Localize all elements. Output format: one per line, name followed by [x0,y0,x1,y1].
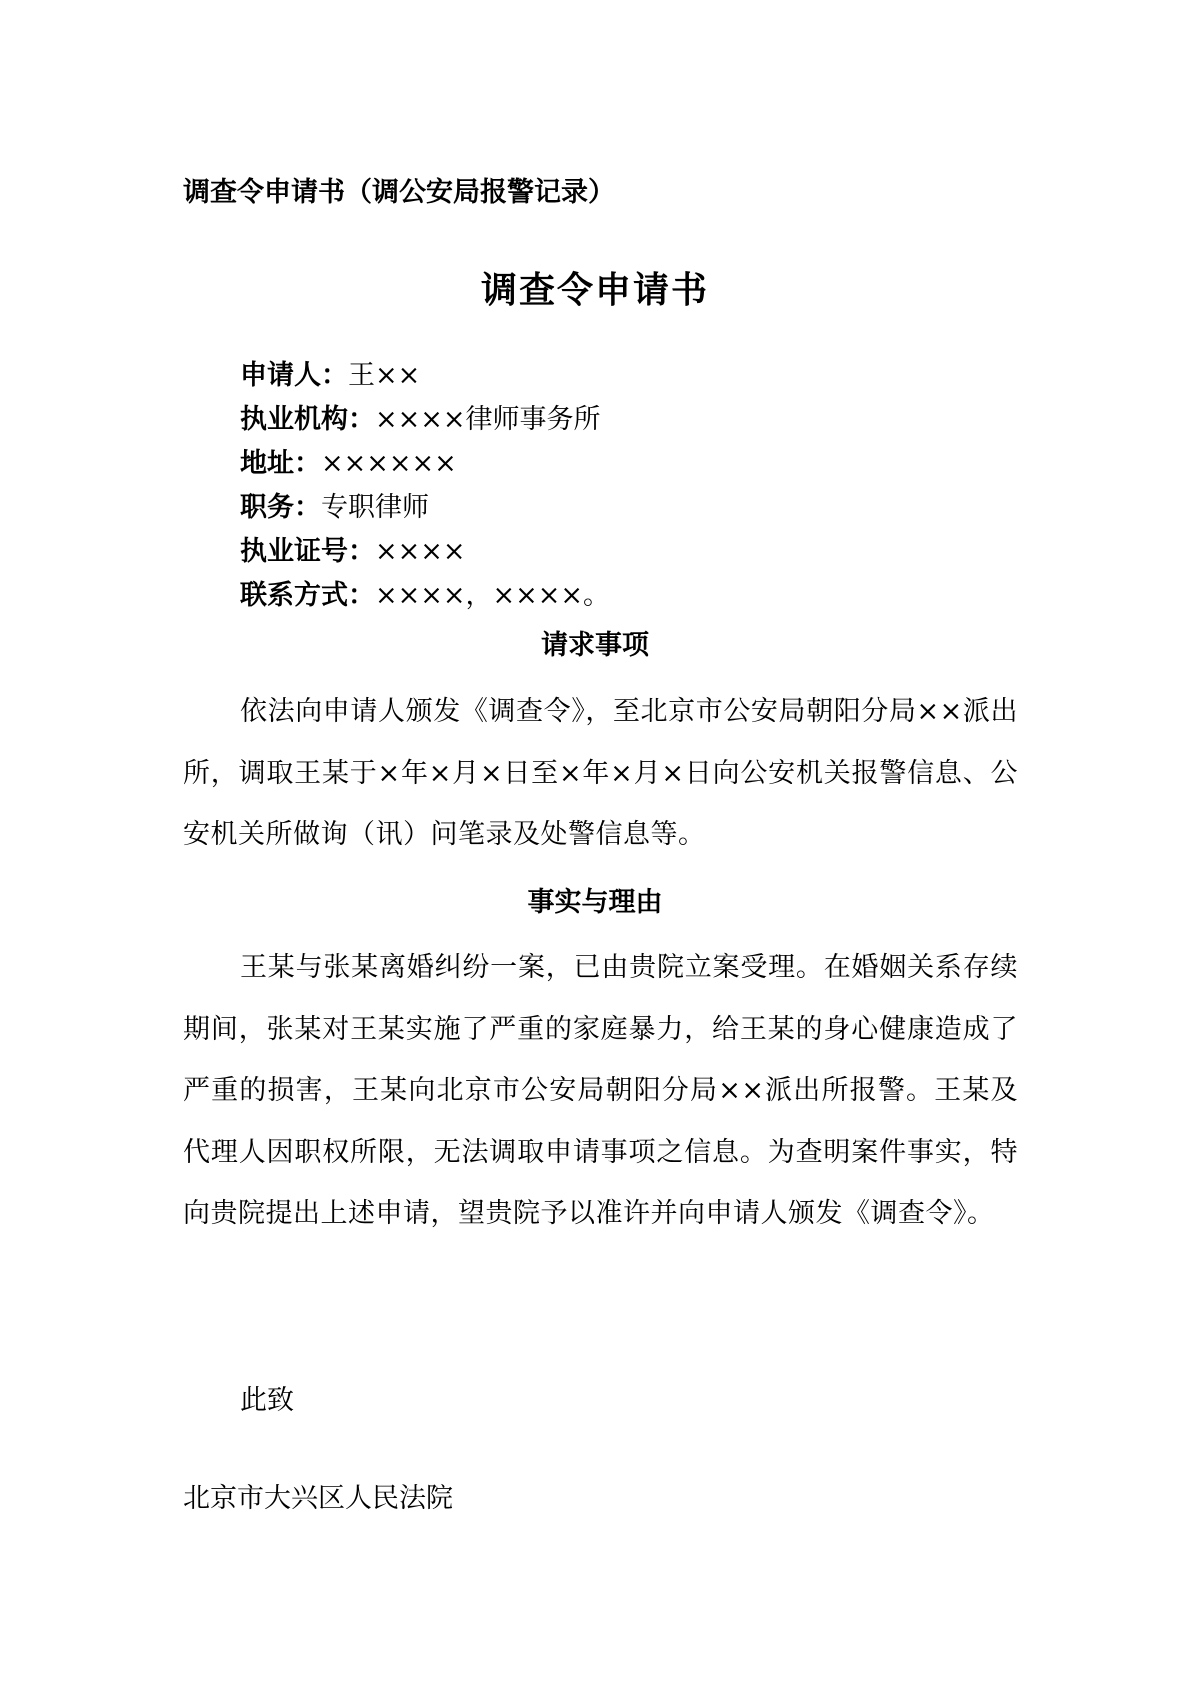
applicant-info [240,354,610,618]
closing-salutation: 此致 [240,1385,294,1416]
request-heading: 请求事项 [541,630,649,661]
info-value: ××××，××××。 [375,580,610,611]
recipient-court: 北京市大兴区人民法院 [183,1483,453,1514]
info-key: 执业机构： [240,404,375,435]
facts-heading: 事实与理由 [527,887,663,918]
info-key: 申请人： [240,360,348,391]
info-value: ××××律师事务所 [375,404,601,435]
contact-row [240,574,610,618]
position-row [240,486,610,530]
info-key: 职务： [240,492,321,523]
info-value: 王×× [348,360,421,391]
info-value: ×××× [375,536,466,567]
request-paragraph: 依法向申请人颁发《调查令》，至北京市公安局朝阳分局××派出所，调取王某于×年×月×日至×年×月×日向公安机关报警信息、公安机关所做询（讯）问笔录及处警信息等。 [183,696,1018,850]
license-number-row [240,530,610,574]
info-value: 专职律师 [321,492,429,523]
facts-paragraph: 王某与张某离婚纠纷一案，已由贵院立案受理。在婚姻关系存续期间，张某对王某实施了严重的家庭暴力，给王某的身心健康造成了严重的损害，王某向北京市公安局朝阳分局××派出所报警。王某及代理人因职权所限，无法调取申请事项之信息。为查明案件事实，特向贵院提出上述申请，望贵院予以准许并向申请人颁发《调查令》。 [183,952,1018,1229]
applicant-name-row [240,354,610,398]
info-key: 联系方式： [240,580,375,611]
document-label: 调查令申请书（调公安局报警记录） [183,177,615,208]
info-value: ×××××× [321,448,457,479]
address-row [240,442,610,486]
document-title: 调查令申请书 [480,269,709,311]
practice-firm-row [240,398,610,442]
info-key: 执业证号： [240,536,375,567]
info-key: 地址： [240,448,321,479]
